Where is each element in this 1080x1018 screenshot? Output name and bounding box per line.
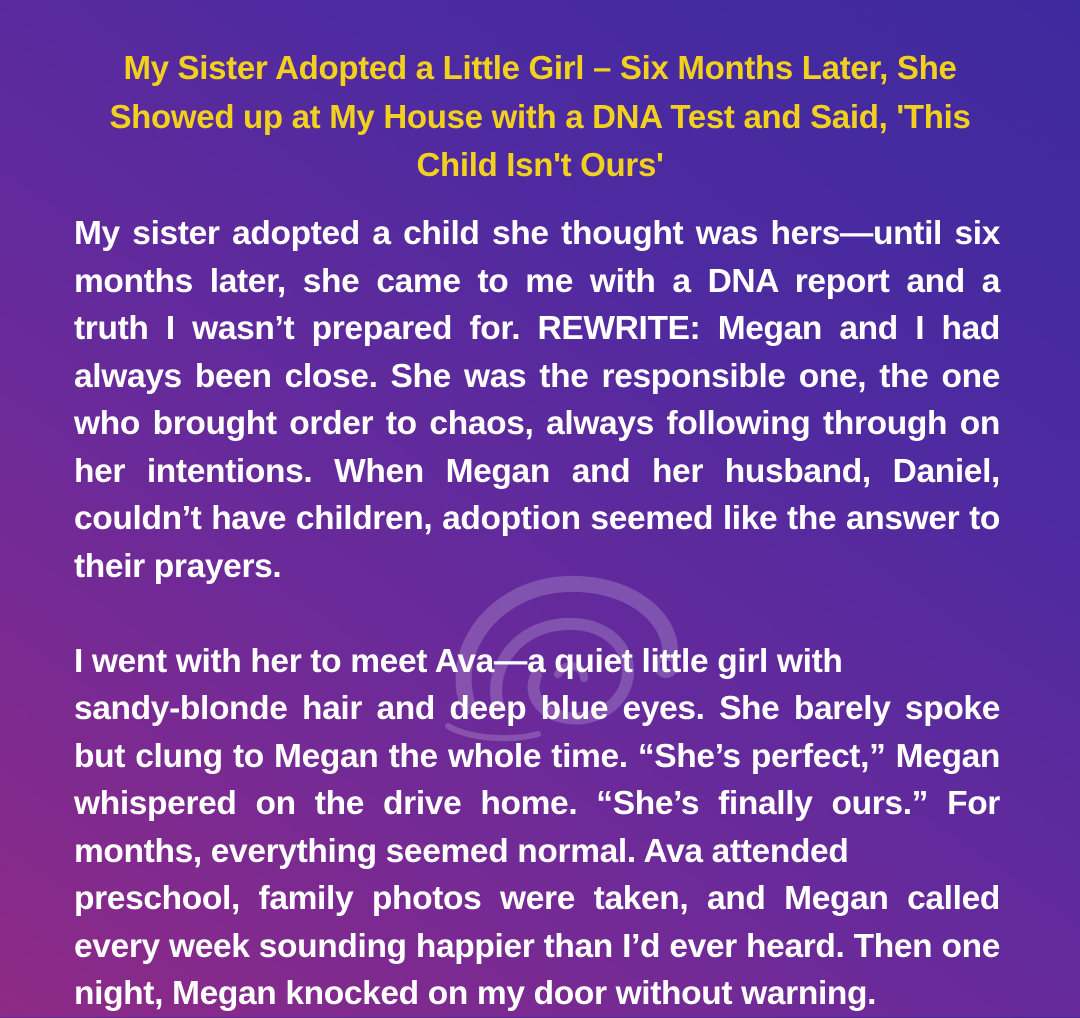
text-line: My sister adopted a child she thought was hers—until six — [74, 215, 1000, 252]
text-line: preschool, family photos were taken, and Megan called — [74, 880, 1000, 917]
text-line: who brought order to chaos, always following through on — [74, 405, 1000, 442]
text-line: months later, she came to me with a DNA report and a — [74, 262, 1000, 300]
text-line: always been close. She was the responsible one, the one — [74, 357, 1000, 395]
article-body — [74, 210, 1000, 1018]
text-line: I went with her to meet Ava—a quiet little girl with — [74, 642, 843, 680]
text-line: every week sounding happier than I’d ever heard. Then one — [74, 927, 1000, 965]
text-line: couldn’t have children, adoption seemed like the answer to — [74, 500, 1000, 537]
text-line: her intentions. When Megan and her husband, Daniel, — [74, 452, 1000, 490]
article-title: My Sister Adopted a Little Girl – Six Months Later, She Showed up at My House with a DNA Test and Said, 'This Child Isn't Ours' — [109, 49, 971, 183]
text-line: months, everything seemed normal. Ava attended — [74, 832, 849, 870]
paragraph-1 — [74, 210, 1000, 590]
text-line: but clung to Megan the whole time. “She’s perfect,” Megan — [74, 737, 1000, 775]
text-line: truth I wasn’t prepared for. REWRITE: Megan and I had — [74, 310, 1000, 347]
text-line: their prayers. — [74, 547, 282, 585]
text-line: sandy-blonde hair and deep blue eyes. She barely spoke — [74, 690, 1000, 727]
text-line: night, Megan knocked on my door without warning. — [74, 975, 877, 1012]
paragraph-2 — [74, 638, 1000, 1018]
text-line: whispered on the drive home. “She’s finally ours.” For — [74, 785, 1000, 822]
